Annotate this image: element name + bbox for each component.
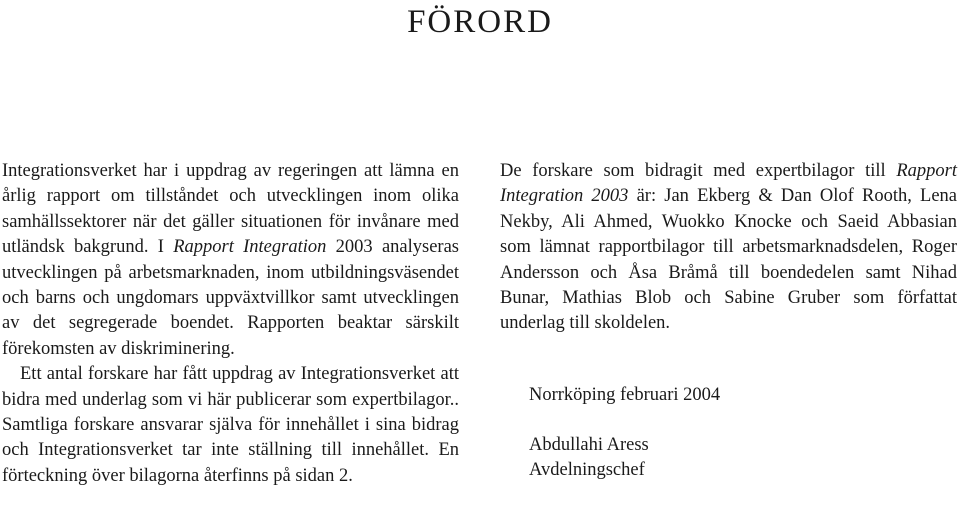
report-title-italic: Rapport Integration — [173, 237, 327, 258]
paragraph-intro — [2, 159, 459, 362]
paragraph-intro-text-a: Integrationsverket har i uppdrag av regeringen att lämna en årlig rapport om tillståndet och utvecklingen inom olika samhällssektorer när det gäller situationen för invånare med utländsk bakgrund. I — [2, 161, 459, 258]
page-title: FÖRORD — [407, 4, 553, 40]
signature-place-date: Norrköping februari 2004 — [529, 385, 721, 405]
paragraph-intro-text-b: 2003 analyseras utvecklingen på arbetsmarknaden, inom utbildningsväsendet och barns och ungdomars uppväxtvillkor samt utvecklingen av det segregerade boendet. Rapporten beaktar särskilt förekomsten av diskriminering. — [2, 237, 459, 359]
paragraph-contributors — [500, 159, 957, 337]
right-column — [500, 159, 957, 337]
paragraph-contributors-text-b: är: Jan Ekberg & Dan Olof Rooth, Lena Nekby, Ali Ahmed, Wuokko Knocke och Saeid Abbasian som lämnat rapportbilagor till arbetsmarknadsdelen, Roger Andersson och Åsa Bråmå till boendedelen samt Nihad Bunar, Mathias Blob och Sabine Gruber som författat underlag till skoldelen. — [500, 186, 957, 334]
paragraph-researchers: Ett antal forskare har fått uppdrag av Integrationsverket att bidra med underlag som vi här publicerar som expertbilagor.. Samtliga forskare ansvarar själva för innehållet i sina bidrag och Integrationsverket tar inte ställning till innehållet. En förteckning över bilagorna återfinns på sidan 2. — [2, 364, 459, 486]
report-title-italic-2: Rapport Integration 2003 — [500, 161, 957, 207]
signature-role: Avdelningschef — [529, 460, 645, 480]
paragraph-contributors-text-a: De forskare som bidragit med expertbilagor till — [500, 161, 897, 181]
signature-name: Abdullahi Aress — [529, 435, 649, 455]
left-column — [2, 159, 459, 489]
